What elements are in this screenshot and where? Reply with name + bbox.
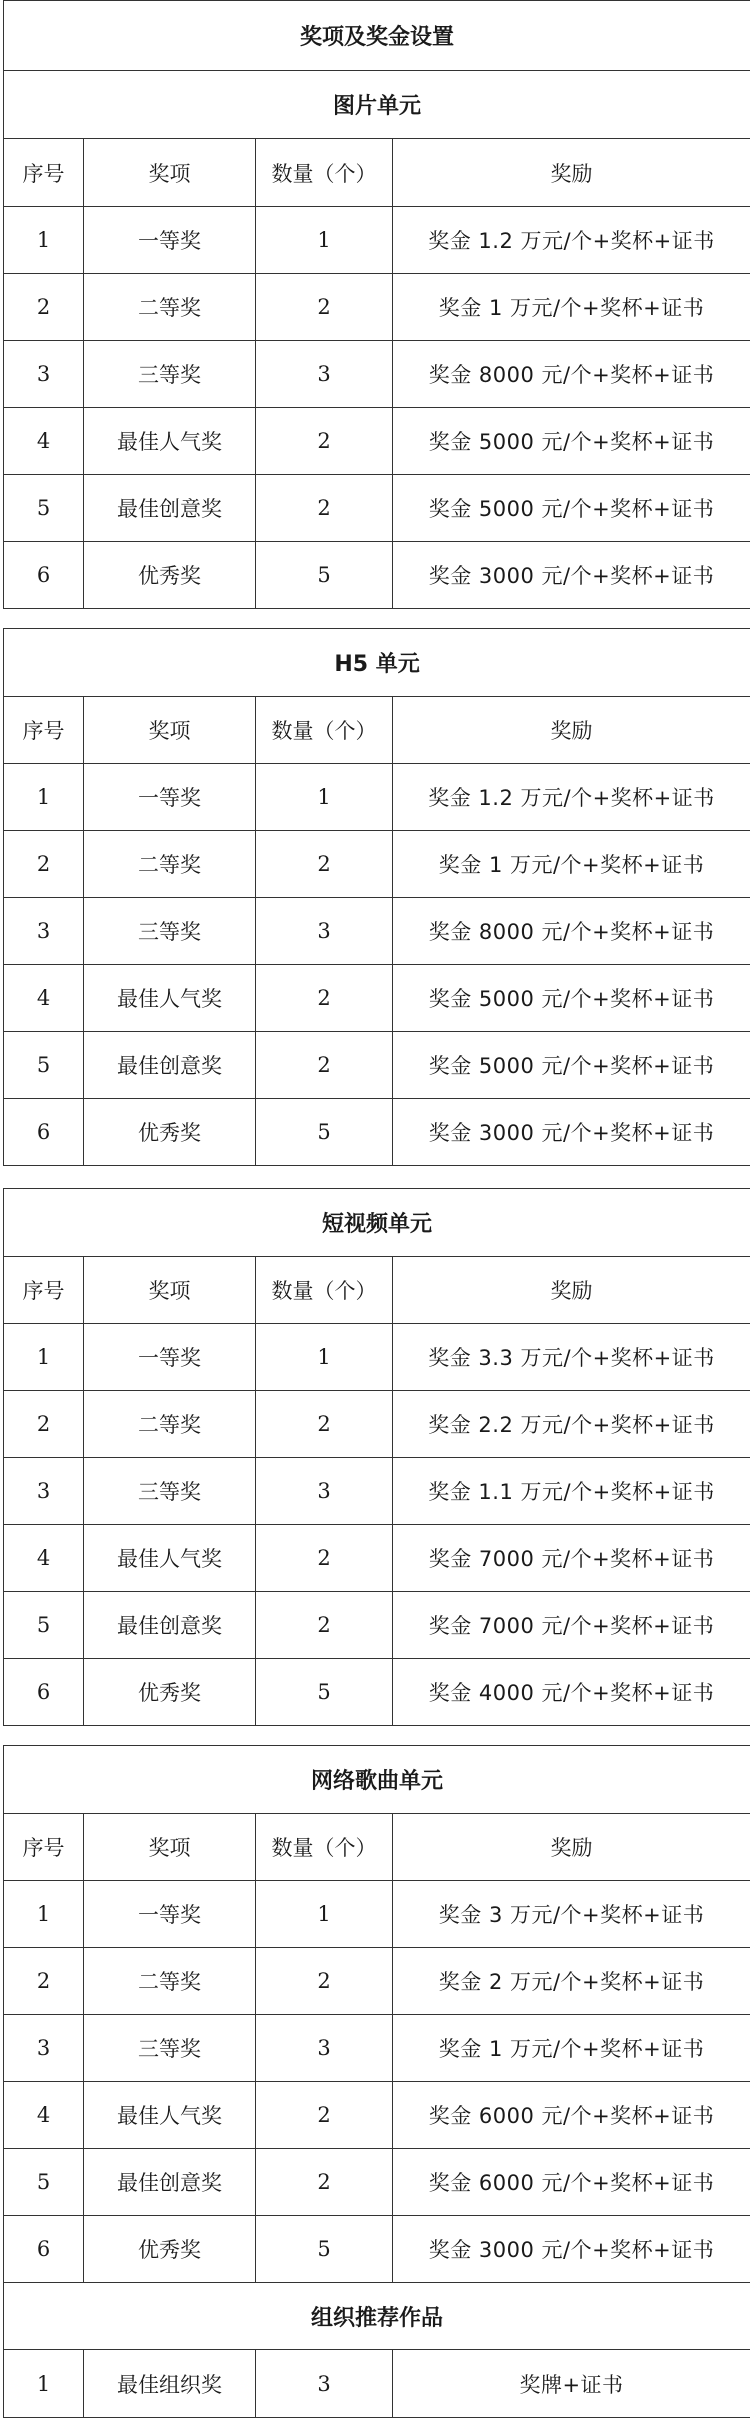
row-quantity: 1	[256, 207, 393, 274]
row-quantity: 2	[256, 1525, 393, 1592]
row-quantity: 2	[256, 408, 393, 475]
row-quantity: 3	[256, 1458, 393, 1525]
row-reward: 奖金 3000 元/个+奖杯+证书	[393, 1099, 750, 1166]
header-quantity: 数量（个）	[256, 697, 393, 764]
row-award: 二等奖	[84, 1948, 256, 2015]
table-row	[4, 764, 750, 831]
row-no: 4	[4, 1525, 84, 1592]
section-title: 图片单元	[4, 71, 750, 139]
header-quantity: 数量（个）	[256, 1257, 393, 1324]
row-no: 5	[4, 1032, 84, 1099]
row-award: 最佳人气奖	[84, 2082, 256, 2149]
table-row	[4, 2350, 750, 2418]
row-award: 三等奖	[84, 1458, 256, 1525]
table-row	[4, 2082, 750, 2149]
table-row	[4, 274, 750, 341]
row-quantity: 1	[256, 764, 393, 831]
row-quantity: 2	[256, 1032, 393, 1099]
row-no: 1	[4, 1324, 84, 1391]
header-reward: 奖励	[393, 1257, 750, 1324]
row-award: 最佳创意奖	[84, 1032, 256, 1099]
row-no: 1	[4, 2350, 84, 2418]
table-row	[4, 1525, 750, 1592]
table-row	[4, 2216, 750, 2283]
table-row	[4, 408, 750, 475]
table-row	[4, 475, 750, 542]
row-award: 二等奖	[84, 1391, 256, 1458]
header-no: 序号	[4, 1814, 84, 1881]
row-reward: 奖金 1 万元/个+奖杯+证书	[393, 2015, 750, 2082]
row-quantity: 2	[256, 831, 393, 898]
row-quantity: 2	[256, 1948, 393, 2015]
row-reward: 奖金 5000 元/个+奖杯+证书	[393, 408, 750, 475]
row-award: 最佳创意奖	[84, 2149, 256, 2216]
row-no: 6	[4, 1099, 84, 1166]
row-no: 2	[4, 1948, 84, 2015]
row-award: 三等奖	[84, 2015, 256, 2082]
header-award: 奖项	[84, 1814, 256, 1881]
header-no: 序号	[4, 139, 84, 207]
section-title: 短视频单元	[4, 1189, 750, 1257]
row-award: 二等奖	[84, 274, 256, 341]
award-table-image	[3, 0, 750, 609]
table-row	[4, 207, 750, 274]
row-quantity: 5	[256, 2216, 393, 2283]
header-award: 奖项	[84, 697, 256, 764]
row-reward: 奖金 1 万元/个+奖杯+证书	[393, 274, 750, 341]
row-award: 优秀奖	[84, 2216, 256, 2283]
row-quantity: 2	[256, 274, 393, 341]
row-reward: 奖金 7000 元/个+奖杯+证书	[393, 1592, 750, 1659]
row-reward: 奖金 5000 元/个+奖杯+证书	[393, 1032, 750, 1099]
row-no: 4	[4, 2082, 84, 2149]
table-row	[4, 1659, 750, 1726]
row-award: 最佳创意奖	[84, 475, 256, 542]
table-row	[4, 965, 750, 1032]
row-no: 5	[4, 2149, 84, 2216]
row-no: 1	[4, 764, 84, 831]
row-award: 最佳人气奖	[84, 965, 256, 1032]
header-reward: 奖励	[393, 139, 750, 207]
header-award: 奖项	[84, 139, 256, 207]
row-quantity: 5	[256, 1099, 393, 1166]
row-no: 6	[4, 542, 84, 609]
row-award: 最佳人气奖	[84, 1525, 256, 1592]
row-quantity: 3	[256, 898, 393, 965]
main-title: 奖项及奖金设置	[4, 1, 750, 71]
row-award: 最佳创意奖	[84, 1592, 256, 1659]
row-no: 5	[4, 475, 84, 542]
row-no: 4	[4, 965, 84, 1032]
row-award: 优秀奖	[84, 542, 256, 609]
row-no: 1	[4, 207, 84, 274]
table-row	[4, 1324, 750, 1391]
row-no: 2	[4, 1391, 84, 1458]
table-row	[4, 542, 750, 609]
row-reward: 奖牌+证书	[393, 2350, 750, 2418]
row-no: 3	[4, 1458, 84, 1525]
row-quantity: 2	[256, 2082, 393, 2149]
row-quantity: 2	[256, 1391, 393, 1458]
row-reward: 奖金 8000 元/个+奖杯+证书	[393, 341, 750, 408]
row-quantity: 3	[256, 341, 393, 408]
row-quantity: 5	[256, 542, 393, 609]
header-quantity: 数量（个）	[256, 1814, 393, 1881]
row-award: 优秀奖	[84, 1659, 256, 1726]
row-reward: 奖金 1 万元/个+奖杯+证书	[393, 831, 750, 898]
header-reward: 奖励	[393, 697, 750, 764]
row-quantity: 2	[256, 475, 393, 542]
header-no: 序号	[4, 697, 84, 764]
row-no: 6	[4, 1659, 84, 1726]
table-row	[4, 1881, 750, 1948]
row-no: 6	[4, 2216, 84, 2283]
header-award: 奖项	[84, 1257, 256, 1324]
row-award: 一等奖	[84, 207, 256, 274]
row-reward: 奖金 1.2 万元/个+奖杯+证书	[393, 764, 750, 831]
row-quantity: 2	[256, 2149, 393, 2216]
table-row	[4, 1391, 750, 1458]
row-reward: 奖金 3.3 万元/个+奖杯+证书	[393, 1324, 750, 1391]
row-award: 优秀奖	[84, 1099, 256, 1166]
header-no: 序号	[4, 1257, 84, 1324]
row-quantity: 1	[256, 1881, 393, 1948]
row-no: 5	[4, 1592, 84, 1659]
table-row	[4, 2149, 750, 2216]
row-no: 4	[4, 408, 84, 475]
section-title: 网络歌曲单元	[4, 1746, 750, 1814]
row-no: 1	[4, 1881, 84, 1948]
row-reward: 奖金 7000 元/个+奖杯+证书	[393, 1525, 750, 1592]
table-row	[4, 831, 750, 898]
row-no: 3	[4, 2015, 84, 2082]
row-reward: 奖金 5000 元/个+奖杯+证书	[393, 965, 750, 1032]
row-award: 一等奖	[84, 1324, 256, 1391]
award-table-online-song	[3, 1745, 750, 2418]
row-quantity: 5	[256, 1659, 393, 1726]
row-award: 一等奖	[84, 1881, 256, 1948]
table-row	[4, 1099, 750, 1166]
table-row	[4, 1592, 750, 1659]
row-quantity: 2	[256, 1592, 393, 1659]
row-no: 3	[4, 341, 84, 408]
row-award: 最佳组织奖	[84, 2350, 256, 2418]
row-reward: 奖金 3000 元/个+奖杯+证书	[393, 542, 750, 609]
row-award: 三等奖	[84, 341, 256, 408]
award-table-short-video	[3, 1188, 750, 1726]
row-reward: 奖金 6000 元/个+奖杯+证书	[393, 2082, 750, 2149]
row-reward: 奖金 5000 元/个+奖杯+证书	[393, 475, 750, 542]
row-quantity: 2	[256, 965, 393, 1032]
org-section-title: 组织推荐作品	[4, 2283, 750, 2350]
row-quantity: 1	[256, 1324, 393, 1391]
table-row	[4, 341, 750, 408]
table-row	[4, 2015, 750, 2082]
row-reward: 奖金 2.2 万元/个+奖杯+证书	[393, 1391, 750, 1458]
row-award: 三等奖	[84, 898, 256, 965]
table-row	[4, 1948, 750, 2015]
row-reward: 奖金 3 万元/个+奖杯+证书	[393, 1881, 750, 1948]
table-row	[4, 898, 750, 965]
row-reward: 奖金 6000 元/个+奖杯+证书	[393, 2149, 750, 2216]
row-award: 二等奖	[84, 831, 256, 898]
section-title: H5 单元	[4, 629, 750, 697]
row-reward: 奖金 8000 元/个+奖杯+证书	[393, 898, 750, 965]
row-award: 最佳人气奖	[84, 408, 256, 475]
row-no: 2	[4, 274, 84, 341]
award-table-h5	[3, 628, 750, 1166]
row-reward: 奖金 3000 元/个+奖杯+证书	[393, 2216, 750, 2283]
row-quantity: 3	[256, 2015, 393, 2082]
row-quantity: 3	[256, 2350, 393, 2418]
table-row	[4, 1458, 750, 1525]
row-reward: 奖金 2 万元/个+奖杯+证书	[393, 1948, 750, 2015]
row-reward: 奖金 4000 元/个+奖杯+证书	[393, 1659, 750, 1726]
row-reward: 奖金 1.2 万元/个+奖杯+证书	[393, 207, 750, 274]
header-quantity: 数量（个）	[256, 139, 393, 207]
row-no: 2	[4, 831, 84, 898]
row-no: 3	[4, 898, 84, 965]
header-reward: 奖励	[393, 1814, 750, 1881]
table-row	[4, 1032, 750, 1099]
row-reward: 奖金 1.1 万元/个+奖杯+证书	[393, 1458, 750, 1525]
row-award: 一等奖	[84, 764, 256, 831]
